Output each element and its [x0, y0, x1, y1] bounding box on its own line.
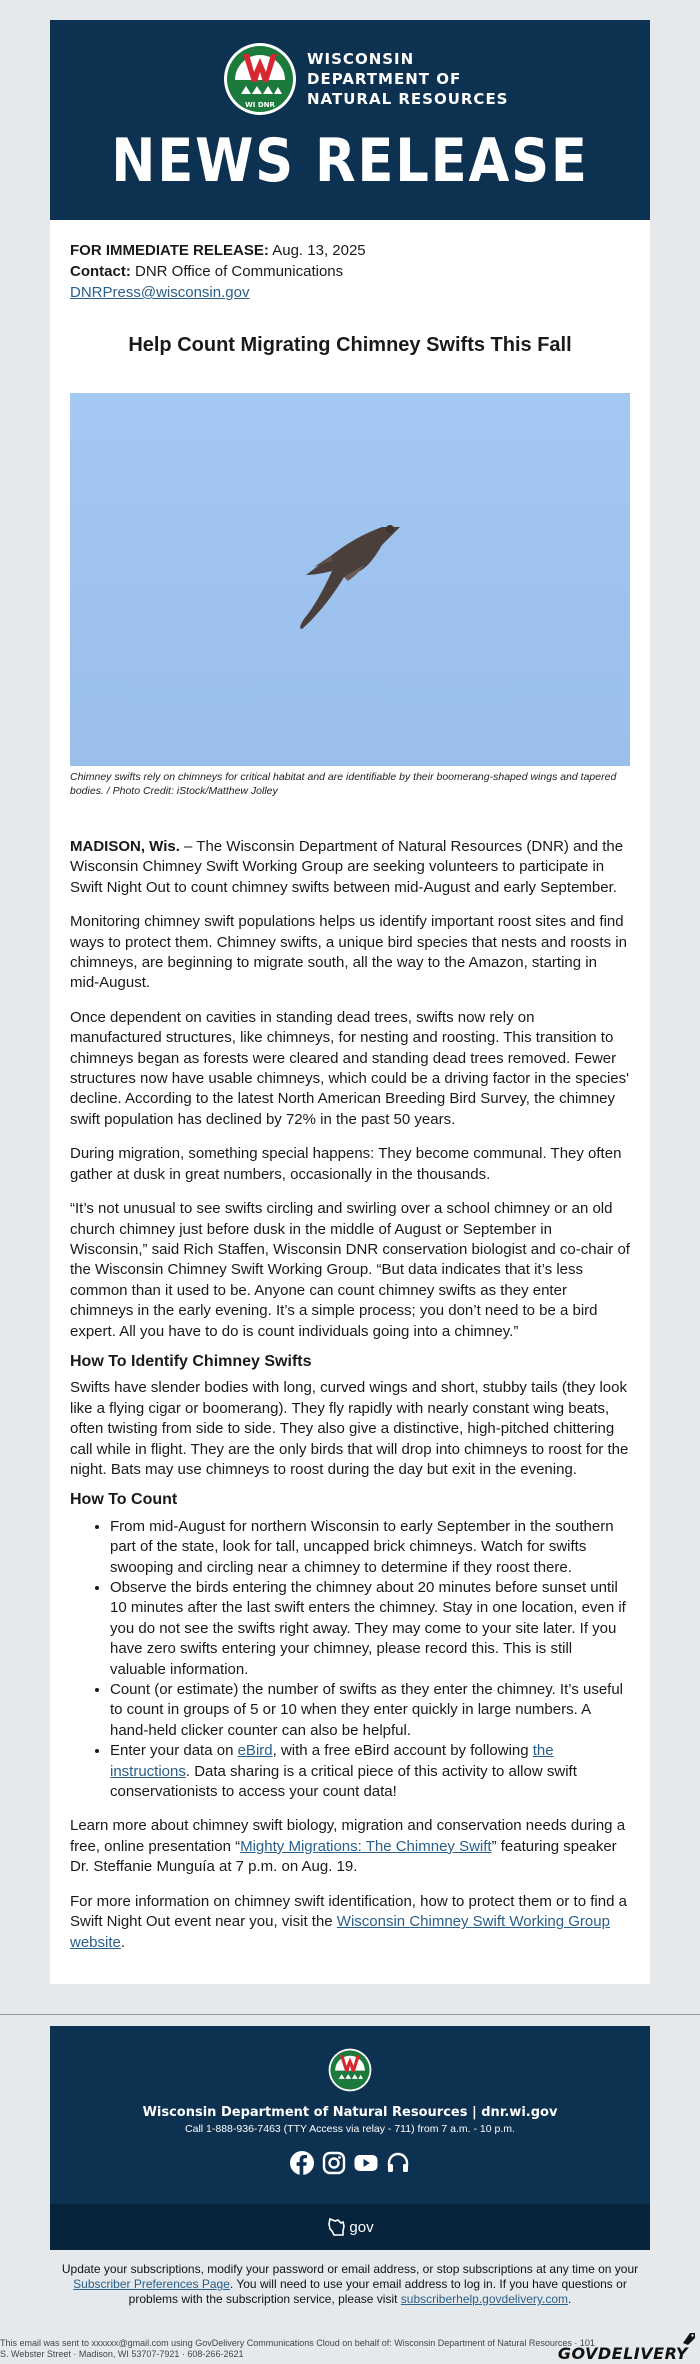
- quote-paragraph: “It’s not unusual to see swifts circling and swirling over a school chimney or an old church chimney just before dusk in the middle of August or September in Wisconsin,” said Rich Staffen, Wisconsin DNR conservation biologist and co-chair of the Wisconsin Chimney Swift Working Group. “But data indicates that it’s less common than it used to be. Anyone can count chimney swifts as they enter chimneys in the early evening. It’s a simple process; you don’t need to be a bird expert. All you have to do is count individuals going into a chimney.”: [70, 1200, 630, 1340]
- org-line-3: NATURAL RESOURCES: [307, 90, 509, 108]
- dnr-seal-icon: [223, 42, 297, 116]
- paragraph: For more information on chimney swift identification, how to protect them or to find a Swift Night Out event near you, visit the Wisconsin Chimney Swift Working Group website.: [70, 1892, 627, 1951]
- presentation-link[interactable]: Mighty Migrations: The Chimney Swift: [240, 1837, 492, 1855]
- footer: [50, 2026, 650, 2250]
- paragraph: During migration, something special happens: They become communal. They often gather at dusk in great numbers, occasionally in the thousands.: [70, 1145, 622, 1183]
- paragraph: MADISON, Wis. – The Wisconsin Department of Natural Resources (DNR) and the Wisconsin Chimney Swift Working Group are seeking volunteers to participate in Swift Night Out to count chimney swifts between mid-August and early September.: [70, 838, 624, 896]
- facebook-icon[interactable]: [290, 2151, 314, 2175]
- release-date: Aug. 13, 2025: [272, 242, 366, 259]
- dnr-logo[interactable]: [223, 42, 509, 116]
- paragraph: Learn more about chimney swift biology, migration and conservation needs during a free, online presentation “Mighty Migrations: The Chimney Swift” featuring speaker Dr. Steffanie Munguía at 7 p.m. on Aug. 19.: [70, 1817, 626, 1876]
- footer-org: Wisconsin Department of Natural Resources | dnr.wi.gov: [142, 2105, 558, 2120]
- count-steps-list: [110, 1517, 630, 1803]
- heading-count: How To Count: [70, 1491, 178, 1509]
- heading-identify: How To Identify Chimney Swifts: [70, 1352, 312, 1370]
- podcast-headphones-icon[interactable]: [386, 2151, 410, 2175]
- subscriber-preferences-link[interactable]: Subscriber Preferences Page: [73, 2277, 230, 2291]
- subscriber-help-link[interactable]: subscriberhelp.govdelivery.com: [400, 2292, 568, 2306]
- logo-text: WI DNR: [245, 101, 275, 109]
- instructions-link[interactable]: the instructions: [110, 1742, 554, 1780]
- email-card: [50, 20, 650, 1984]
- contact-label: Contact:: [70, 263, 131, 280]
- press-email-link[interactable]: DNRPress@wisconsin.gov: [70, 284, 250, 301]
- wisconsin-state-icon[interactable]: [326, 2216, 348, 2238]
- footer-phone: Call 1-888-936-7463 (TTY Access via relay - 711) from 7 a.m. - 10 p.m.: [185, 2123, 515, 2135]
- paragraph: Monitoring chimney swift populations helps us identify important roost sites and find ways to protect them. Chimney swifts, a unique bird species that nests and roosts in chimneys, are beginning to migrate south, all the way to the Amazon, starting in mid-August.: [70, 913, 627, 992]
- contact-value: DNR Office of Communications: [135, 263, 344, 280]
- instagram-icon[interactable]: [322, 2151, 346, 2175]
- paragraph: Once dependent on cavities in standing dead trees, swifts now rely on manufactured structures, like chimneys, for nesting and roosting. This transition to chimneys began as forests were cleared and standing dead trees removed. Fewer structures now have usable chimneys, which could be a driving factor in the species' decline. According to the latest North American Breeding Bird Survey, the chimney swift population has declined by 72% in the past 50 years.: [70, 1008, 629, 1128]
- photo-caption: Chimney swifts rely on chimneys for critical habitat and are identifiable by their boomerang-shaped wings and tapered bodies. / Photo Credit: iStock/Matthew Jolley: [70, 771, 617, 797]
- youtube-icon[interactable]: [354, 2151, 378, 2175]
- list-item: • Observe the birds entering the chimney about 20 minutes before sunset until 10 minutes after the last swift enters the chimney. Stay in one location, even if you do not see the swifts right away. They may come to your site later. If you have zero swifts entering your chimney, please record this. This is still valuable information.: [110, 1578, 630, 1680]
- org-line-1: WISCONSIN: [307, 50, 415, 68]
- paragraph: Swifts have slender bodies with long, curved wings and short, stubby tails (they look like a flying cigar or boomerang). They fly rapidly with nearly constant wing beats, often twisting from side to side. They also give a distinctive, high-pitched chittering call while in flight. They are the only birds that will drop into chimneys to roost for the night. Bats may use chimneys to roost during the day but exit in the evening.: [70, 1379, 629, 1478]
- article-body: [70, 837, 630, 1953]
- release-meta: [70, 220, 630, 303]
- footer-dnr-logo-icon[interactable]: [328, 2048, 372, 2092]
- email-sent-notice: This email was sent to xxxxxx@gmail.com using GovDelivery Communications Cloud on behalf of: Wisconsin Department of Natural Resources · 101 S. Webster Street · Madison, WI 53707-7921 · 608-266-2621: [0, 2338, 595, 2359]
- swift-photo: [70, 393, 630, 766]
- working-group-link[interactable]: Wisconsin Chimney Swift Working Group website: [70, 1913, 610, 1951]
- list-item: • Count (or estimate) the number of swifts as they enter the chimney. It’s useful to count in groups of 5 or 10 when they enter quickly in large numbers. A hand-held clicker counter can also be helpful.: [110, 1680, 630, 1741]
- ebird-link[interactable]: eBird: [237, 1742, 273, 1760]
- release-label: FOR IMMEDIATE RELEASE:: [70, 242, 269, 259]
- social-links: [50, 2151, 650, 2175]
- subscription-notice: Update your subscriptions, modify your password or email address, or stop subscriptions at any time on your Subscriber Preferences Page. You will need to use your email address to log in. If you have questions or problems with the subscription service, please visit subscriberhelp.govdelivery.com.: [61, 2262, 639, 2306]
- org-line-2: DEPARTMENT OF: [307, 70, 462, 88]
- news-banner: [50, 20, 650, 220]
- banner-title: NEWS RELEASE: [111, 126, 589, 196]
- wisconsin-gov-bar: [50, 2204, 650, 2250]
- dateline: MADISON, Wis.: [70, 838, 180, 855]
- org-name: [307, 49, 509, 109]
- wigov-label: gov: [349, 2218, 374, 2236]
- headline: Help Count Migrating Chimney Swifts This Fall: [128, 334, 572, 356]
- divider: [0, 2014, 700, 2015]
- list-item: • From mid-August for northern Wisconsin to early September in the southern part of the state, look for tall, uncapped brick chimneys. Watch for swifts swooping and circling near a chimney to determine if they roost there.: [110, 1517, 630, 1578]
- govdelivery-brand[interactable]: GOVDELIVERY: [557, 2344, 688, 2363]
- list-item: • Enter your data on eBird, with a free eBird account by following the instructions. Data sharing is a critical piece of this activity to allow swift conservationists to access your count data!: [110, 1741, 630, 1802]
- chimney-swift-icon: [70, 393, 630, 766]
